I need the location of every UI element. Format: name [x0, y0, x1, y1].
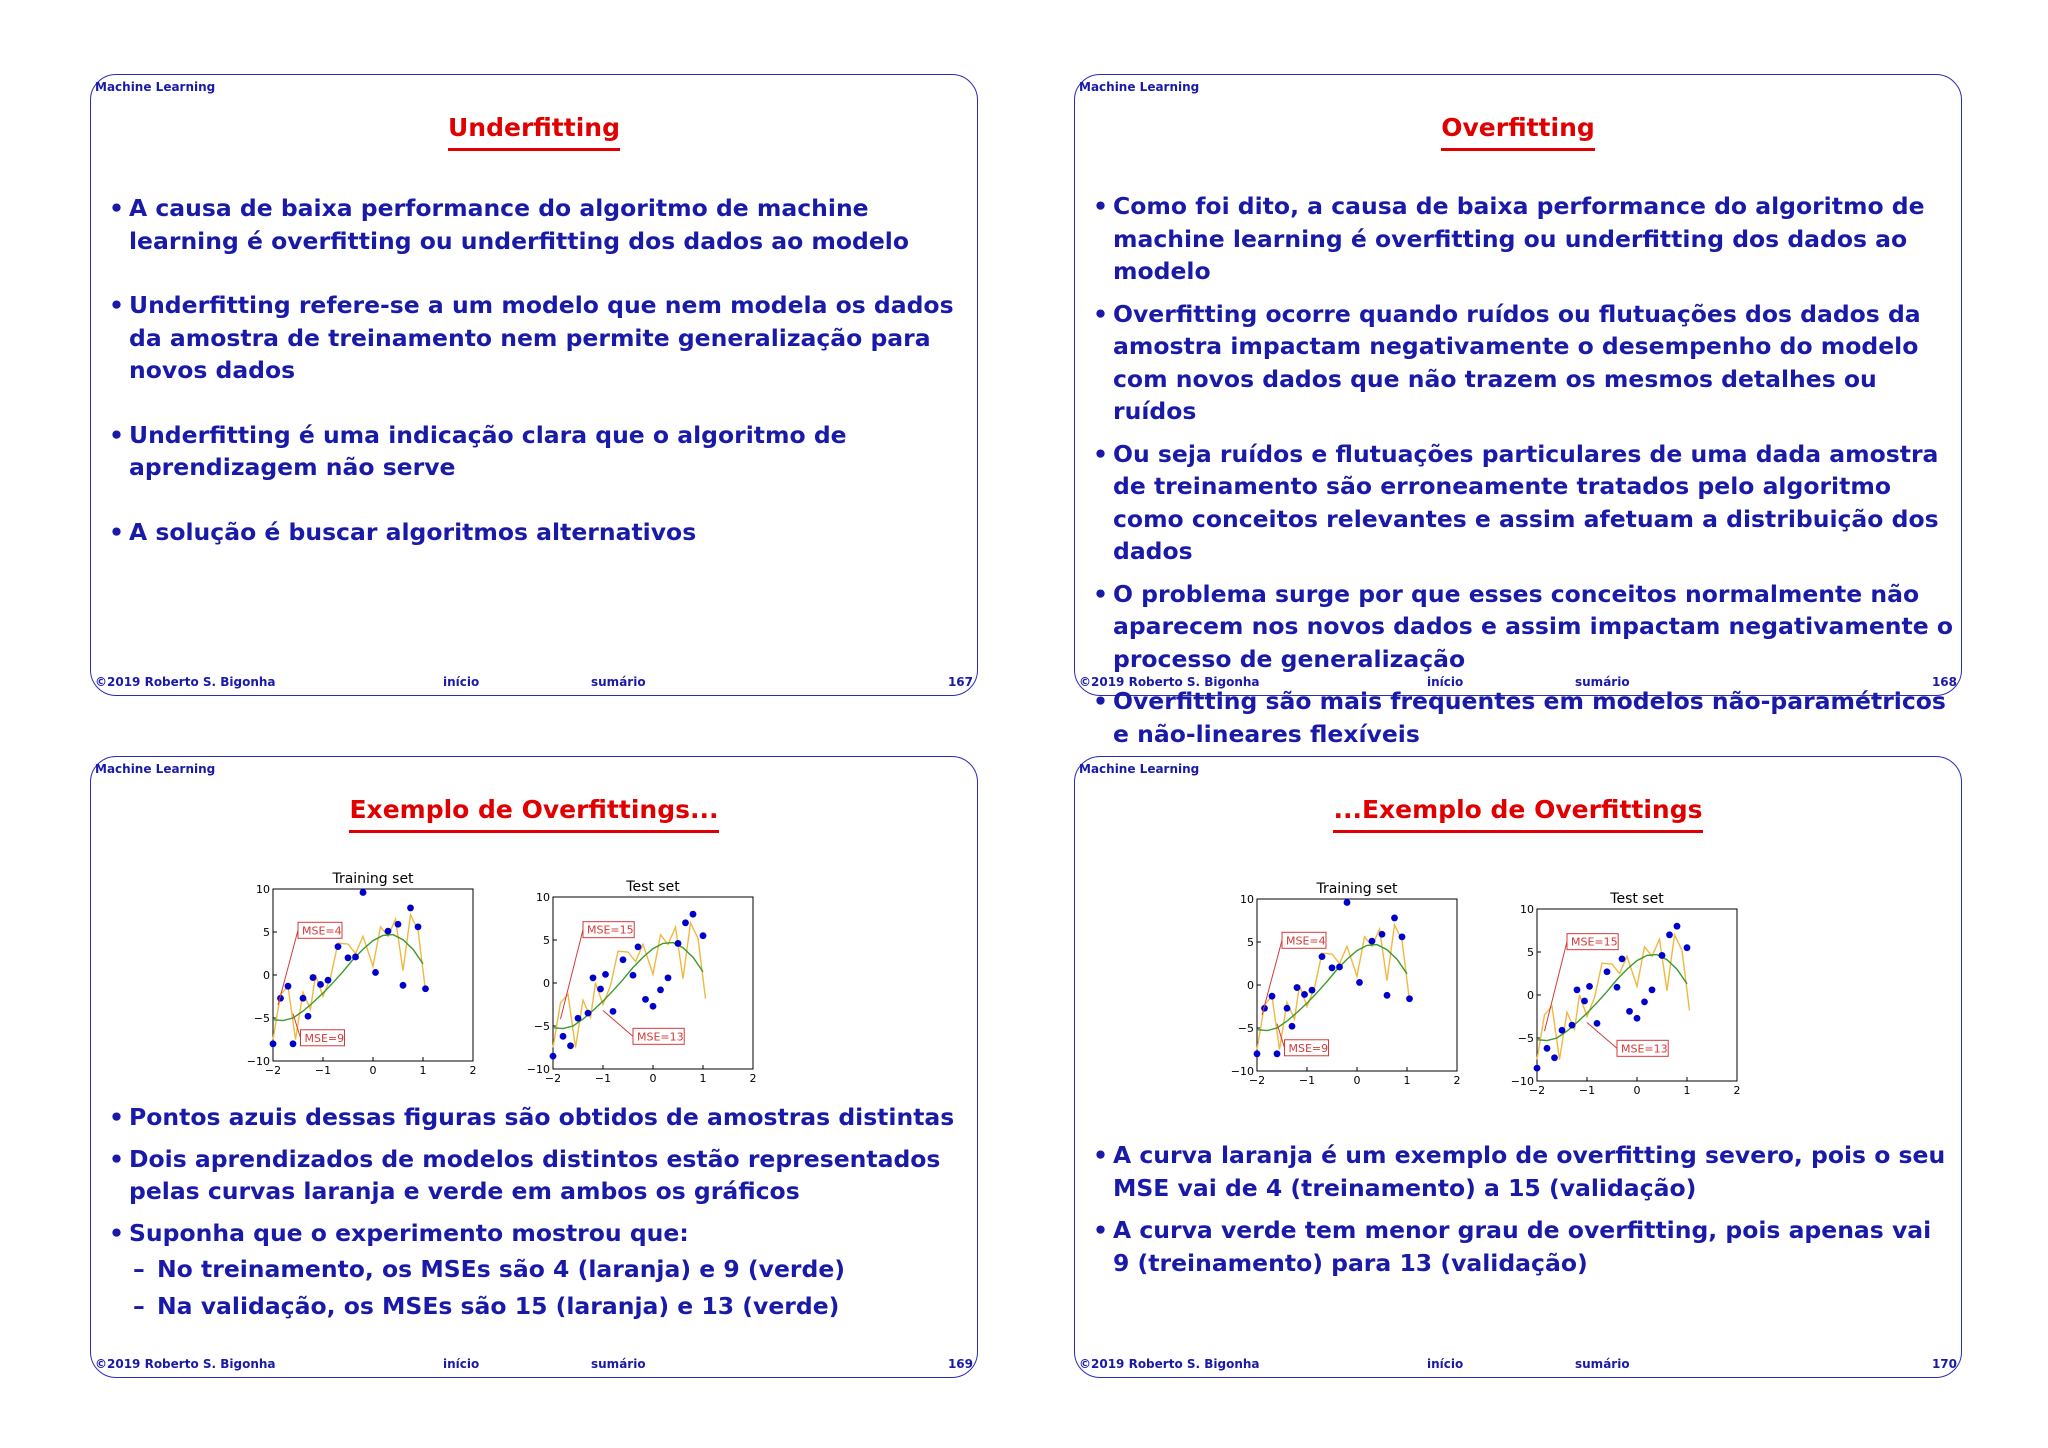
y-tick-label: 0 — [263, 969, 270, 982]
data-point — [1254, 1050, 1261, 1057]
data-point — [310, 974, 317, 981]
page-number: 168 — [1931, 675, 1957, 689]
bullet-item: • Como foi dito, a causa de baixa performance do algoritmo de machine learning é overfitting ou underfitting dos dados ao modelo — [1093, 190, 1955, 288]
data-point — [1659, 952, 1666, 959]
bullet-item: • Overfitting ocorre quando ruídos ou flutuações dos dados da amostra impactam negativamente o desempenho do modelo com novos dados que não trazem os mesmos detalhes ou ruídos — [1093, 298, 1955, 428]
data-point — [1586, 983, 1593, 990]
data-point — [1604, 968, 1611, 975]
x-tick-label: 2 — [469, 1064, 477, 1077]
data-point — [305, 1013, 312, 1020]
bullet-list — [109, 1101, 971, 1322]
data-point — [597, 986, 604, 993]
y-tick-label: 0 — [1527, 989, 1534, 1002]
data-point — [700, 932, 707, 939]
data-point — [1641, 998, 1648, 1005]
page-number: 169 — [947, 1357, 973, 1371]
x-tick-label: 0 — [1353, 1074, 1361, 1087]
y-tick-label: 10 — [1520, 903, 1534, 916]
annotation-label: MSE=15 — [587, 923, 634, 937]
data-point — [602, 971, 609, 978]
y-tick-label: 10 — [256, 883, 270, 896]
slide-title: Overfitting — [1075, 113, 1961, 151]
bullet-item: • Dois aprendizados de modelos distintos estão representados pelas curvas laranja e verde em ambos os gráficos — [109, 1143, 971, 1208]
bullet-item: • O problema surge por que esses conceitos normalmente não aparecem nos novos dados e assim impactam negativamente o processo de generalização — [1093, 578, 1955, 676]
sumario-link[interactable]: sumário — [1575, 1357, 1630, 1371]
bullet-list — [1093, 190, 1955, 750]
bullet-item: • Overfitting são mais frequentes em modelos não-paramétricos e não-lineares flexíveis — [1093, 685, 1955, 750]
x-tick-label: 2 — [1453, 1074, 1461, 1087]
slide-170 — [1074, 756, 1962, 1378]
data-point — [360, 889, 367, 896]
sumario-link[interactable]: sumário — [1575, 675, 1630, 689]
slide-title: Exemplo de Overfittings... — [91, 795, 977, 833]
data-point — [1356, 979, 1363, 986]
data-point — [1649, 986, 1656, 993]
data-point — [1369, 938, 1376, 945]
data-point — [1379, 931, 1386, 938]
x-tick-label: 1 — [1403, 1074, 1411, 1087]
data-point — [1384, 992, 1391, 999]
data-point — [1309, 987, 1316, 994]
x-tick-label: −2 — [264, 1064, 282, 1077]
data-point — [400, 982, 407, 989]
data-point — [372, 969, 379, 976]
bullet-item: • Underfitting é uma indicação clara que o algoritmo de aprendizagem não serve — [109, 419, 971, 484]
y-tick-label: 5 — [1247, 936, 1254, 949]
data-point — [560, 1033, 567, 1040]
training-set-plot — [241, 867, 481, 1079]
x-tick-label: 0 — [1633, 1084, 1641, 1097]
data-point — [1269, 993, 1276, 1000]
data-point — [395, 921, 402, 928]
x-tick-label: 0 — [369, 1064, 377, 1077]
data-point — [290, 1040, 297, 1047]
bullet-item: • A solução é buscar algoritmos alternativos — [109, 516, 971, 549]
data-point — [1544, 1045, 1551, 1052]
data-point — [1581, 998, 1588, 1005]
annotation-label: MSE=4 — [302, 924, 342, 938]
data-point — [575, 1015, 582, 1022]
bullet-item: • A curva laranja é um exemplo de overfitting severo, pois o seu MSE vai de 4 (treinamento) a 15 (validação) — [1093, 1139, 1955, 1204]
x-tick-label: −1 — [314, 1064, 332, 1077]
y-tick-label: 10 — [1240, 893, 1254, 906]
slide-167 — [90, 74, 978, 696]
x-tick-label: 2 — [749, 1072, 757, 1085]
slide-footer — [95, 675, 973, 691]
annotation-label: MSE=13 — [637, 1030, 684, 1044]
data-point — [1666, 931, 1673, 938]
data-point — [1614, 984, 1621, 991]
inicio-link[interactable]: início — [1427, 1357, 1464, 1371]
y-tick-label: 5 — [1527, 946, 1534, 959]
y-tick-label: 5 — [543, 934, 550, 947]
y-tick-label: −5 — [1237, 1022, 1254, 1035]
data-point — [1569, 1022, 1576, 1029]
data-point — [690, 911, 697, 918]
y-tick-label: −10 — [246, 1055, 270, 1068]
data-point — [335, 943, 342, 950]
sumario-link[interactable]: sumário — [591, 675, 646, 689]
bullet-item: • Pontos azuis dessas figuras são obtidos de amostras distintas — [109, 1101, 971, 1134]
inicio-link[interactable]: início — [443, 675, 480, 689]
chart-title: Test set — [626, 879, 680, 895]
slide-169 — [90, 756, 978, 1378]
inicio-link[interactable]: início — [443, 1357, 480, 1371]
x-tick-label: −2 — [544, 1072, 562, 1085]
data-point — [317, 981, 324, 988]
data-point — [1294, 984, 1301, 991]
x-tick-label: −2 — [1248, 1074, 1266, 1087]
annotation-label: MSE=9 — [304, 1031, 345, 1045]
copyright: ©2019 Roberto S. Bigonha — [1079, 675, 1260, 689]
y-tick-label: −10 — [526, 1063, 550, 1076]
data-point — [1391, 915, 1398, 922]
y-tick-label: 10 — [536, 891, 550, 904]
data-point — [385, 928, 392, 935]
data-point — [1274, 1050, 1281, 1057]
data-point — [1406, 995, 1413, 1002]
bullet-item: • A causa de baixa performance do algoritmo de machine learning é overfitting ou underfitting dos dados ao modelo — [109, 192, 971, 257]
sub-bullet-item: – No treinamento, os MSEs são 4 (laranja) e 9 (verde) — [109, 1253, 971, 1286]
data-point — [1284, 1005, 1291, 1012]
data-point — [657, 986, 664, 993]
chart-title: Test set — [1610, 891, 1664, 907]
data-point — [1329, 964, 1336, 971]
data-point — [1336, 964, 1343, 971]
data-point — [345, 954, 352, 961]
data-point — [352, 954, 359, 961]
slide-footer — [95, 1357, 973, 1373]
data-point — [635, 943, 642, 950]
bullet-list — [109, 192, 971, 548]
data-point — [300, 995, 307, 1002]
data-point — [675, 940, 682, 947]
x-tick-label: 0 — [649, 1072, 657, 1085]
x-tick-label: −1 — [594, 1072, 612, 1085]
data-point — [630, 972, 637, 979]
data-point — [1626, 1008, 1633, 1015]
data-point — [1344, 899, 1351, 906]
data-point — [620, 956, 627, 963]
data-point — [642, 996, 649, 1003]
data-point — [1674, 923, 1681, 930]
bullet-item: • Suponha que o experimento mostrou que: — [109, 1217, 971, 1250]
x-tick-label: 1 — [1683, 1084, 1691, 1097]
data-point — [1574, 986, 1581, 993]
data-point — [682, 919, 689, 926]
annotation-label: MSE=15 — [1571, 935, 1618, 949]
data-point — [590, 974, 597, 981]
y-tick-label: −10 — [1510, 1075, 1534, 1088]
page-number: 167 — [947, 675, 973, 689]
data-point — [610, 1008, 617, 1015]
bullet-item: • A curva verde tem menor grau de overfitting, pois apenas vai 9 (treinamento) para 13 (validação) — [1093, 1214, 1955, 1279]
data-point — [585, 1010, 592, 1017]
data-point — [270, 1040, 277, 1047]
inicio-link[interactable]: início — [1427, 675, 1464, 689]
test-set-plot — [521, 875, 761, 1087]
data-point — [1301, 991, 1308, 998]
slide-footer — [1079, 675, 1957, 691]
x-tick-label: −1 — [1578, 1084, 1596, 1097]
x-tick-label: 1 — [419, 1064, 427, 1077]
data-point — [1399, 933, 1406, 940]
data-point — [567, 1042, 574, 1049]
annotation-label: MSE=4 — [1286, 934, 1326, 948]
data-point — [1594, 1020, 1601, 1027]
slide-168 — [1074, 74, 1962, 748]
slide-footer — [1079, 1357, 1957, 1373]
data-point — [1634, 1015, 1641, 1022]
bullet-item: • Underfitting refere-se a um modelo que nem modela os dados da amostra de treinamento nem permite generalização para novos dados — [109, 289, 971, 387]
y-tick-label: −5 — [253, 1012, 270, 1025]
copyright: ©2019 Roberto S. Bigonha — [95, 675, 276, 689]
y-tick-label: 0 — [543, 977, 550, 990]
sumario-link[interactable]: sumário — [591, 1357, 646, 1371]
data-point — [422, 985, 429, 992]
slide-title: ...Exemplo de Overfittings — [1075, 795, 1961, 833]
y-tick-label: 5 — [263, 926, 270, 939]
chart-title: Training set — [1316, 881, 1398, 897]
annotation-label: MSE=13 — [1621, 1042, 1668, 1056]
data-point — [407, 905, 414, 912]
bullet-item: • Ou seja ruídos e flutuações particulares de uma dada amostra de treinamento são erroneamente tratados pelo algoritmo como conceitos relevantes e assim afetuam a distribuição dos dados — [1093, 438, 1955, 568]
training-set-plot — [1225, 877, 1465, 1089]
data-point — [1534, 1065, 1541, 1072]
y-tick-label: −10 — [1230, 1065, 1254, 1078]
data-point — [1551, 1054, 1558, 1061]
data-point — [1289, 1023, 1296, 1030]
data-point — [1684, 944, 1691, 951]
data-point — [325, 977, 332, 984]
sub-bullet-item: – Na validação, os MSEs são 15 (laranja) e 13 (verde) — [109, 1290, 971, 1323]
slide-header: Machine Learning — [95, 762, 216, 776]
y-tick-label: −5 — [1517, 1032, 1534, 1045]
y-tick-label: −5 — [533, 1020, 550, 1033]
copyright: ©2019 Roberto S. Bigonha — [95, 1357, 276, 1371]
copyright: ©2019 Roberto S. Bigonha — [1079, 1357, 1260, 1371]
slide-title: Underfitting — [91, 113, 977, 151]
page-number: 170 — [1931, 1357, 1957, 1371]
data-point — [665, 974, 672, 981]
data-point — [1619, 955, 1626, 962]
y-tick-label: 0 — [1247, 979, 1254, 992]
data-point — [1559, 1027, 1566, 1034]
annotation-label: MSE=9 — [1288, 1041, 1329, 1055]
x-tick-label: −1 — [1298, 1074, 1316, 1087]
data-point — [1319, 953, 1326, 960]
data-point — [285, 983, 292, 990]
bullet-list — [1093, 1139, 1955, 1279]
slide-header: Machine Learning — [95, 80, 216, 94]
test-set-plot — [1505, 887, 1745, 1099]
x-tick-label: −2 — [1528, 1084, 1546, 1097]
data-point — [415, 923, 422, 930]
x-tick-label: 2 — [1733, 1084, 1741, 1097]
slide-header: Machine Learning — [1079, 762, 1200, 776]
chart-title: Training set — [332, 871, 414, 887]
x-tick-label: 1 — [699, 1072, 707, 1085]
data-point — [550, 1053, 557, 1060]
data-point — [650, 1003, 657, 1010]
slide-header: Machine Learning — [1079, 80, 1200, 94]
